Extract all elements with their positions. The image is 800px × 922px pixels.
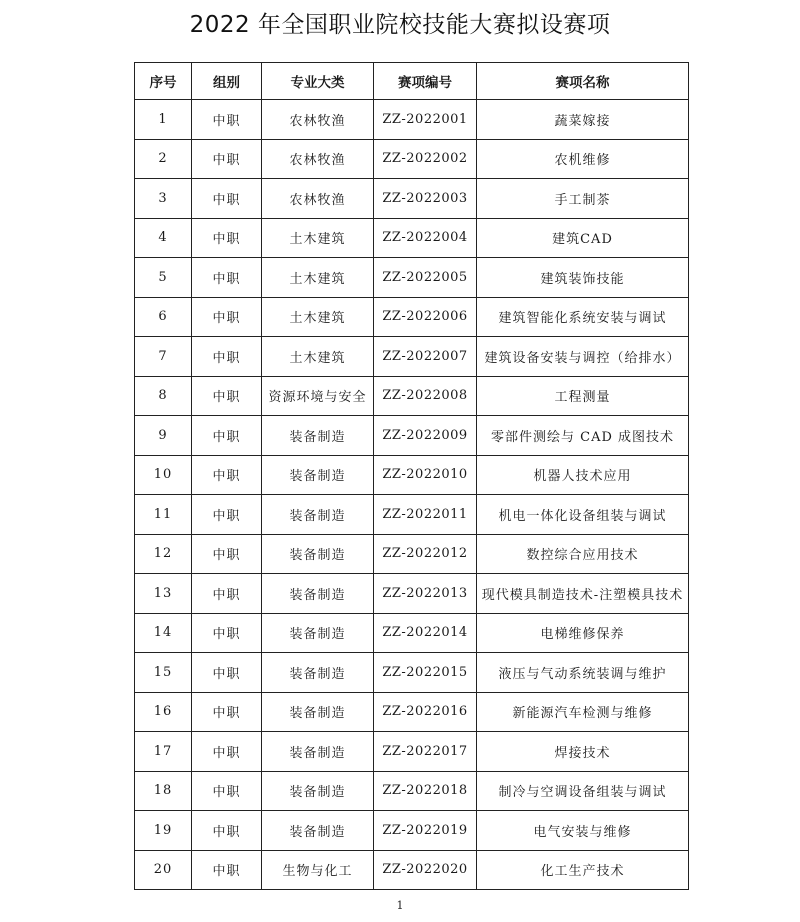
cell-category: 农林牧渔 xyxy=(262,100,374,140)
cell-category: 资源环境与安全 xyxy=(262,376,374,416)
cell-group: 中职 xyxy=(192,455,262,495)
cell-category: 土木建筑 xyxy=(262,297,374,337)
cell-event-name: 建筑智能化系统安装与调试 xyxy=(477,297,689,337)
cell-event-code: ZZ-2022002 xyxy=(374,139,477,179)
cell-group: 中职 xyxy=(192,732,262,772)
cell-event-code: ZZ-2022013 xyxy=(374,574,477,614)
table-row xyxy=(135,455,689,495)
table-row xyxy=(135,179,689,219)
table-header-row xyxy=(135,63,689,100)
cell-event-name: 零部件测绘与 CAD 成图技术 xyxy=(477,416,689,456)
cell-event-name: 机器人技术应用 xyxy=(477,455,689,495)
table-row xyxy=(135,771,689,811)
header-category: 专业大类 xyxy=(262,63,374,100)
cell-event-code: ZZ-2022005 xyxy=(374,258,477,298)
cell-index: 13 xyxy=(135,574,192,614)
table-row xyxy=(135,337,689,377)
cell-index: 11 xyxy=(135,495,192,535)
cell-group: 中职 xyxy=(192,258,262,298)
cell-group: 中职 xyxy=(192,297,262,337)
table-row xyxy=(135,100,689,140)
cell-event-code: ZZ-2022020 xyxy=(374,850,477,890)
cell-index: 7 xyxy=(135,337,192,377)
cell-event-code: ZZ-2022006 xyxy=(374,297,477,337)
cell-event-name: 现代模具制造技术-注塑模具技术 xyxy=(477,574,689,614)
cell-event-code: ZZ-2022019 xyxy=(374,811,477,851)
cell-event-code: ZZ-2022001 xyxy=(374,100,477,140)
cell-event-name: 电梯维修保养 xyxy=(477,613,689,653)
cell-group: 中职 xyxy=(192,139,262,179)
table-row xyxy=(135,653,689,693)
cell-index: 14 xyxy=(135,613,192,653)
cell-event-name: 工程测量 xyxy=(477,376,689,416)
cell-category: 装备制造 xyxy=(262,771,374,811)
cell-index: 4 xyxy=(135,218,192,258)
table-row xyxy=(135,613,689,653)
table-row xyxy=(135,692,689,732)
cell-event-name: 机电一体化设备组装与调试 xyxy=(477,495,689,535)
cell-index: 6 xyxy=(135,297,192,337)
table-row xyxy=(135,495,689,535)
cell-event-name: 新能源汽车检测与维修 xyxy=(477,692,689,732)
header-event-name: 赛项名称 xyxy=(477,63,689,100)
cell-group: 中职 xyxy=(192,218,262,258)
cell-index: 2 xyxy=(135,139,192,179)
events-table xyxy=(134,62,689,890)
cell-category: 装备制造 xyxy=(262,495,374,535)
cell-index: 15 xyxy=(135,653,192,693)
cell-event-name: 建筑装饰技能 xyxy=(477,258,689,298)
cell-category: 土木建筑 xyxy=(262,218,374,258)
cell-group: 中职 xyxy=(192,692,262,732)
cell-event-name: 化工生产技术 xyxy=(477,850,689,890)
cell-group: 中职 xyxy=(192,179,262,219)
cell-event-code: ZZ-2022016 xyxy=(374,692,477,732)
cell-index: 20 xyxy=(135,850,192,890)
cell-category: 装备制造 xyxy=(262,692,374,732)
cell-index: 3 xyxy=(135,179,192,219)
cell-event-code: ZZ-2022018 xyxy=(374,771,477,811)
cell-group: 中职 xyxy=(192,337,262,377)
cell-category: 装备制造 xyxy=(262,534,374,574)
cell-category: 土木建筑 xyxy=(262,258,374,298)
cell-event-name: 制冷与空调设备组装与调试 xyxy=(477,771,689,811)
cell-category: 农林牧渔 xyxy=(262,179,374,219)
cell-group: 中职 xyxy=(192,613,262,653)
cell-category: 生物与化工 xyxy=(262,850,374,890)
page-title: 2022 年全国职业院校技能大赛拟设赛项 xyxy=(189,12,611,38)
cell-event-name: 液压与气动系统装调与维护 xyxy=(477,653,689,693)
cell-index: 9 xyxy=(135,416,192,456)
cell-index: 10 xyxy=(135,455,192,495)
cell-index: 19 xyxy=(135,811,192,851)
cell-event-name: 手工制茶 xyxy=(477,179,689,219)
cell-category: 装备制造 xyxy=(262,455,374,495)
cell-event-name: 建筑设备安装与调控（给排水） xyxy=(477,337,689,377)
cell-event-code: ZZ-2022012 xyxy=(374,534,477,574)
cell-event-name: 数控综合应用技术 xyxy=(477,534,689,574)
table-row xyxy=(135,850,689,890)
cell-category: 农林牧渔 xyxy=(262,139,374,179)
table-row xyxy=(135,811,689,851)
cell-index: 16 xyxy=(135,692,192,732)
cell-event-code: ZZ-2022007 xyxy=(374,337,477,377)
cell-group: 中职 xyxy=(192,100,262,140)
cell-category: 装备制造 xyxy=(262,811,374,851)
cell-index: 1 xyxy=(135,100,192,140)
cell-group: 中职 xyxy=(192,771,262,811)
table-row xyxy=(135,258,689,298)
cell-event-name: 焊接技术 xyxy=(477,732,689,772)
cell-event-code: ZZ-2022008 xyxy=(374,376,477,416)
cell-index: 5 xyxy=(135,258,192,298)
table-row xyxy=(135,376,689,416)
header-index: 序号 xyxy=(135,63,192,100)
cell-category: 装备制造 xyxy=(262,613,374,653)
cell-index: 17 xyxy=(135,732,192,772)
table-row xyxy=(135,416,689,456)
table-row xyxy=(135,574,689,614)
header-event-code: 赛项编号 xyxy=(374,63,477,100)
header-group: 组别 xyxy=(192,63,262,100)
cell-event-code: ZZ-2022017 xyxy=(374,732,477,772)
cell-category: 装备制造 xyxy=(262,574,374,614)
cell-event-code: ZZ-2022010 xyxy=(374,455,477,495)
cell-index: 8 xyxy=(135,376,192,416)
cell-group: 中职 xyxy=(192,495,262,535)
cell-event-code: ZZ-2022011 xyxy=(374,495,477,535)
cell-category: 装备制造 xyxy=(262,732,374,772)
cell-category: 装备制造 xyxy=(262,653,374,693)
cell-group: 中职 xyxy=(192,653,262,693)
cell-index: 12 xyxy=(135,534,192,574)
table-row xyxy=(135,139,689,179)
cell-event-code: ZZ-2022015 xyxy=(374,653,477,693)
cell-group: 中职 xyxy=(192,811,262,851)
table-row xyxy=(135,534,689,574)
cell-group: 中职 xyxy=(192,534,262,574)
cell-event-name: 电气安装与维修 xyxy=(477,811,689,851)
cell-event-code: ZZ-2022009 xyxy=(374,416,477,456)
cell-event-name: 建筑CAD xyxy=(477,218,689,258)
table-row xyxy=(135,218,689,258)
cell-group: 中职 xyxy=(192,574,262,614)
cell-category: 土木建筑 xyxy=(262,337,374,377)
page-number: 1 xyxy=(396,899,404,912)
cell-event-code: ZZ-2022014 xyxy=(374,613,477,653)
cell-event-code: ZZ-2022003 xyxy=(374,179,477,219)
table-row xyxy=(135,732,689,772)
cell-index: 18 xyxy=(135,771,192,811)
cell-event-name: 蔬菜嫁接 xyxy=(477,100,689,140)
cell-group: 中职 xyxy=(192,850,262,890)
cell-category: 装备制造 xyxy=(262,416,374,456)
cell-event-code: ZZ-2022004 xyxy=(374,218,477,258)
table-row xyxy=(135,297,689,337)
cell-group: 中职 xyxy=(192,416,262,456)
cell-event-name: 农机维修 xyxy=(477,139,689,179)
cell-group: 中职 xyxy=(192,376,262,416)
